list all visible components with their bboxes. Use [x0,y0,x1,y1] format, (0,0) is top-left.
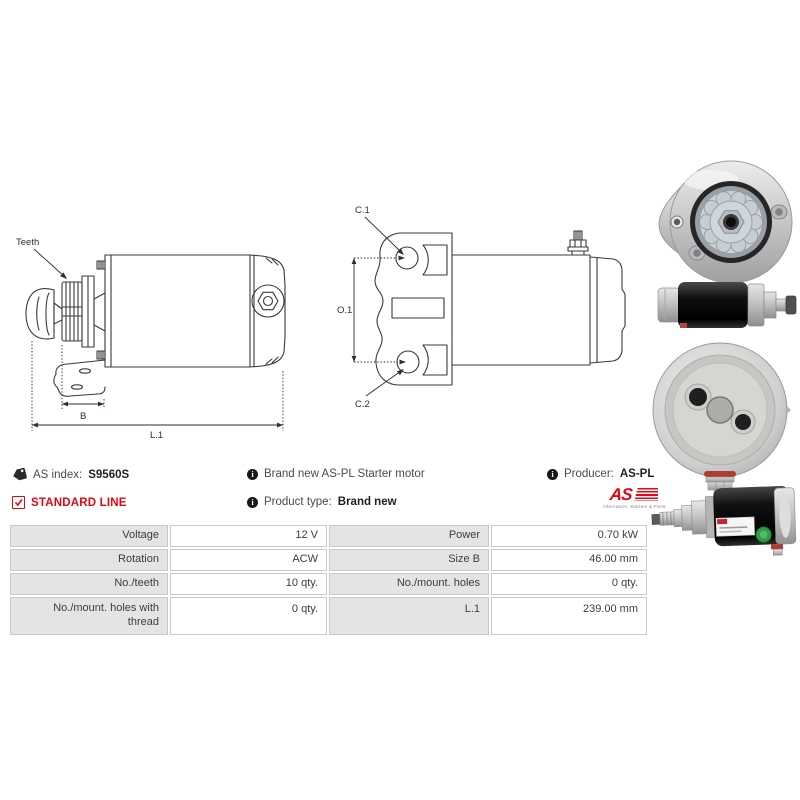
as-index-value: S9560S [88,468,130,481]
spec-label: Rotation [10,549,168,571]
as-logo-text: AS [608,485,633,504]
dim-c2-label: C.2 [355,399,370,410]
standard-line-row [12,496,127,509]
checkbox-checked-icon [12,496,25,509]
dim-b-label: B [80,411,87,422]
product-type-row [247,496,397,508]
table-row [10,525,647,547]
spec-label: No./mount. holes [329,573,489,595]
as-pl-logo [594,486,674,509]
brand-new-text: Brand new AS-PL Starter motor [264,468,425,480]
brand-new-row [247,468,425,480]
spec-value: 10 qty. [170,573,327,595]
as-logo-tagline: Alternators, Starters & Parts [602,504,666,509]
product-photo-side-view-1 [652,274,800,332]
product-photo-side-view-2 [650,462,800,560]
spec-label: Voltage [10,525,168,547]
info-icon: i [247,497,258,508]
spec-value: 12 V [170,525,327,547]
info-icon: i [547,469,558,480]
spec-label: Power [329,525,489,547]
spec-label: Size B [329,549,489,571]
table-row [10,549,647,571]
as-index-row [12,468,129,481]
standard-line-label: STANDARD LINE [31,496,127,509]
spec-value: 46.00 mm [491,549,647,571]
teeth-label: Teeth [16,237,40,248]
as-logo-stripes [634,488,658,501]
spec-value: 0.70 kW [491,525,647,547]
dim-l1-label: L.1 [150,430,164,441]
as-index-label: AS index: [33,468,83,481]
pinion-gear [62,282,82,341]
tag-icon [11,466,29,482]
technical-drawing-flange-view [335,195,635,440]
motor-body [105,255,250,367]
spec-label: L.1 [329,597,489,635]
spec-label: No./teeth [10,573,168,595]
spec-value: ACW [170,549,327,571]
drive-end-cap [26,289,54,339]
dim-c1-label: C.1 [355,205,370,216]
product-photo-front-gear-view [653,156,795,284]
spec-table [8,523,649,637]
spec-value: 0 qty. [170,597,327,635]
table-row [10,573,647,595]
technical-drawing-side-view [10,225,295,445]
product-type-value: Brand new [337,496,397,508]
mounting-bracket [54,360,105,396]
dim-o1-label: O.1 [337,305,353,316]
spec-value: 239.00 mm [491,597,647,635]
producer-row [547,468,654,480]
spec-label: No./mount. holes with thread [10,597,168,635]
mounting-flange [375,233,452,385]
info-icon: i [247,469,258,480]
spec-value: 0 qty. [491,573,647,595]
motor-body [452,255,590,365]
producer-label: Producer: [564,468,614,480]
table-row [10,597,647,635]
rear-end-cap [590,255,625,365]
producer-value: AS-PL [619,468,655,480]
product-type-label: Product type: [264,496,332,508]
